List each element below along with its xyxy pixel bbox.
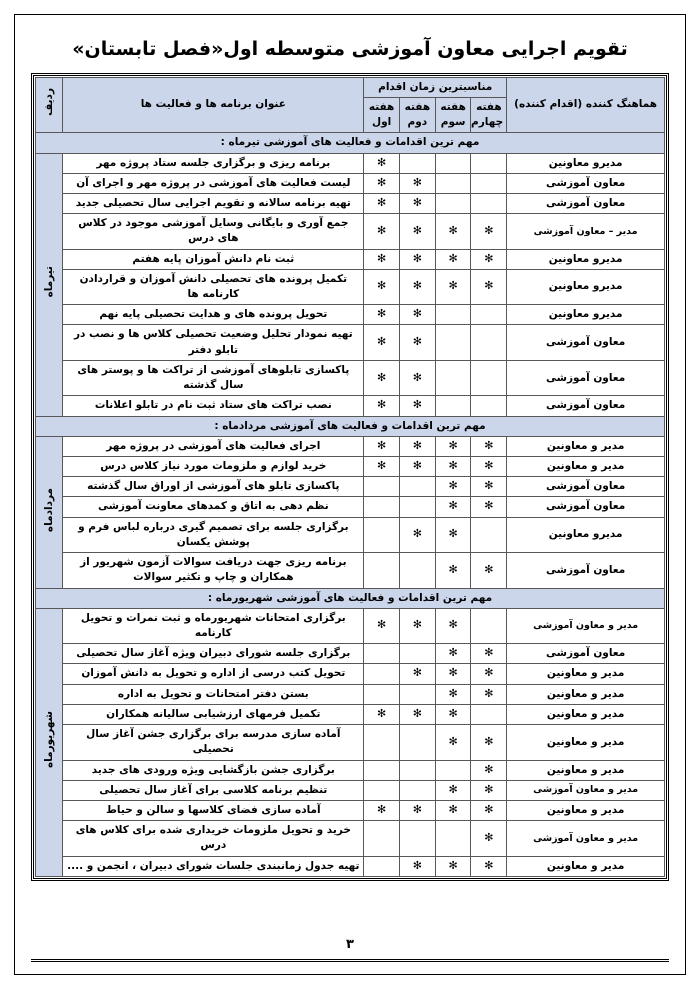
mark-icon: ✻ [412, 438, 422, 452]
cell-activity: تهیه نمودار تحلیل وضعیت تحصیلی کلاس ها و نصب در تابلو دفتر [63, 325, 364, 360]
table-row [36, 760, 665, 780]
cell-week-2 [399, 644, 435, 664]
table-row [36, 704, 665, 724]
cell-week-2 [399, 856, 435, 876]
cell-week-4 [471, 644, 507, 664]
mark-icon: ✻ [376, 398, 387, 412]
cell-week-3 [435, 684, 471, 704]
cell-week-4 [471, 153, 507, 173]
table-row [36, 684, 665, 704]
cell-week-2 [399, 608, 435, 643]
page-title-close: » [72, 38, 85, 60]
cell-activity: پاکسازی تابلو های آموزشی از اوراق سال گذشته [63, 477, 364, 497]
cell-activity: برگزاری امتحانات شهریورماه و ثبت نمرات و تحویل کارنامه [63, 608, 364, 643]
cell-week-3 [435, 249, 471, 269]
cell-activity: تنظیم برنامه کلاسی برای آغاز سال تحصیلی [63, 780, 364, 800]
cell-week-2 [399, 725, 435, 760]
cell-week-2 [399, 249, 435, 269]
cell-activity: برنامه ریزی و برگزاری جلسه ستاد پروژه مهر [63, 153, 364, 173]
table-row [36, 173, 665, 193]
cell-coordinator: مدیر و معاونین [507, 760, 665, 780]
mark-icon: ✻ [412, 527, 422, 541]
mark-icon: ✻ [484, 223, 494, 237]
cell-coordinator: مدیرو معاونین [507, 153, 665, 173]
cell-week-3 [435, 305, 471, 325]
cell-coordinator: مدیر و معاونین [507, 457, 665, 477]
cell-week-2 [399, 214, 435, 249]
cell-week-4 [471, 477, 507, 497]
cell-week-4 [471, 436, 507, 456]
mark-icon: ✻ [448, 782, 458, 796]
cell-week-3 [435, 704, 471, 724]
cell-week-2 [399, 664, 435, 684]
cell-month-label [36, 153, 63, 416]
mark-icon: ✻ [484, 686, 494, 700]
footer-divider [31, 959, 669, 962]
mark-icon: ✻ [484, 479, 494, 493]
mark-icon: ✻ [376, 618, 387, 632]
cell-week-1 [364, 497, 400, 517]
mark-icon: ✻ [412, 251, 422, 265]
table-row [36, 214, 665, 249]
cell-week-2 [399, 325, 435, 360]
cell-activity: بستن دفتر امتحانات و تحویل به اداره [63, 684, 364, 704]
cell-week-1 [364, 760, 400, 780]
mark-icon: ✻ [376, 251, 387, 265]
cell-week-4 [471, 249, 507, 269]
cell-week-2 [399, 821, 435, 856]
mark-icon: ✻ [484, 734, 494, 748]
cell-activity: آماده سازی فضای کلاسها و سالن و حیاط [63, 800, 364, 820]
cell-activity: تحویل کتب درسی از اداره و تحویل به دانش آموزان [63, 664, 364, 684]
cell-week-1 [364, 396, 400, 416]
cell-week-1 [364, 856, 400, 876]
cell-coordinator: معاون آموزشی [507, 325, 665, 360]
th-best-time: مناسبترین زمان اقدام [364, 77, 507, 97]
mark-icon: ✻ [484, 459, 494, 473]
cell-activity: تکمیل فرمهای ارزشیابی سالیانه همکاران [63, 704, 364, 724]
mark-icon: ✻ [448, 802, 458, 816]
calendar-table-frame [31, 73, 669, 881]
cell-coordinator: معاون آموزشی [507, 497, 665, 517]
cell-week-4 [471, 760, 507, 780]
mark-icon: ✻ [448, 858, 458, 872]
cell-week-1 [364, 360, 400, 395]
cell-week-1 [364, 193, 400, 213]
mark-icon: ✻ [448, 438, 458, 452]
cell-coordinator: مدیر و معاونین [507, 436, 665, 456]
month-label-text: شهریورماه [42, 711, 55, 769]
cell-week-4 [471, 856, 507, 876]
table-row [36, 457, 665, 477]
mark-icon: ✻ [412, 618, 422, 632]
cell-week-3 [435, 856, 471, 876]
cell-week-2 [399, 193, 435, 213]
cell-week-4 [471, 800, 507, 820]
mark-icon: ✻ [412, 335, 422, 349]
table-row [36, 360, 665, 395]
cell-week-3 [435, 436, 471, 456]
cell-week-2 [399, 780, 435, 800]
th-week-2: هفته دوم [399, 97, 435, 132]
cell-activity: لیست فعالیت های آموزشی در پروژه مهر و اجرای آن [63, 173, 364, 193]
mark-icon: ✻ [412, 398, 422, 412]
cell-activity: تحویل پرونده های و هدایت تحصیلی پایه نهم [63, 305, 364, 325]
cell-coordinator: مدیر و معاونین [507, 704, 665, 724]
cell-week-2 [399, 704, 435, 724]
table-head [36, 77, 665, 133]
mark-icon: ✻ [412, 706, 422, 720]
cell-week-1 [364, 725, 400, 760]
cell-week-1 [364, 214, 400, 249]
cell-coordinator: معاون آموزشی [507, 644, 665, 664]
mark-icon: ✻ [412, 459, 422, 473]
cell-week-4 [471, 173, 507, 193]
cell-activity: آماده سازی مدرسه برای برگزاری جشن آغاز سال تحصیلی [63, 725, 364, 760]
mark-icon: ✻ [376, 438, 387, 452]
mark-icon: ✻ [412, 279, 422, 293]
cell-week-4 [471, 360, 507, 395]
cell-week-4 [471, 664, 507, 684]
table-row [36, 608, 665, 643]
cell-week-4 [471, 214, 507, 249]
section-band-label: مهم ترین اقدامات و فعالیت های آموزشی مردادماه : [36, 416, 665, 436]
mark-icon: ✻ [448, 618, 458, 632]
cell-week-1 [364, 821, 400, 856]
mark-icon: ✻ [484, 438, 494, 452]
cell-week-3 [435, 725, 471, 760]
cell-week-2 [399, 305, 435, 325]
page-number: ۳ [346, 937, 354, 952]
mark-icon: ✻ [412, 175, 422, 189]
cell-activity: برگزاری جلسه شورای دبیران ویژه آغاز سال تحصیلی [63, 644, 364, 664]
th-week-4: هفته چهارم [471, 97, 507, 132]
page-title-season: فصل تابستان [84, 38, 212, 60]
mark-icon: ✻ [448, 686, 458, 700]
table-row [36, 153, 665, 173]
cell-week-4 [471, 684, 507, 704]
cell-week-4 [471, 457, 507, 477]
cell-week-3 [435, 396, 471, 416]
cell-week-3 [435, 553, 471, 588]
mark-icon: ✻ [412, 307, 422, 321]
cell-activity: برگزاری جشن بازگشایی ویژه ورودی های جدید [63, 760, 364, 780]
cell-week-3 [435, 325, 471, 360]
mark-icon: ✻ [484, 858, 494, 872]
cell-week-4 [471, 497, 507, 517]
mark-icon: ✻ [448, 527, 458, 541]
cell-week-4 [471, 780, 507, 800]
cell-week-1 [364, 457, 400, 477]
cell-week-3 [435, 173, 471, 193]
cell-coordinator: مدیرو معاونین [507, 249, 665, 269]
cell-month-label [36, 436, 63, 588]
mark-icon: ✻ [448, 479, 458, 493]
mark-icon: ✻ [376, 802, 387, 816]
cell-coordinator: معاون آموزشی [507, 360, 665, 395]
cell-week-2 [399, 360, 435, 395]
cell-week-1 [364, 517, 400, 552]
table-row [36, 800, 665, 820]
cell-week-2 [399, 800, 435, 820]
cell-week-3 [435, 664, 471, 684]
cell-activity: برگزاری جلسه برای تصمیم گیری درباره لباس فرم و پوشش یکسان [63, 517, 364, 552]
table-row [36, 396, 665, 416]
cell-activity: پاکسازی تابلوهای آموزشی از تراکت ها و پوستر های سال گذشته [63, 360, 364, 395]
mark-icon: ✻ [448, 646, 458, 660]
section-band-row [36, 588, 665, 608]
cell-week-3 [435, 214, 471, 249]
cell-week-3 [435, 457, 471, 477]
cell-coordinator: مدیر و معاونین [507, 725, 665, 760]
mark-icon: ✻ [484, 646, 494, 660]
cell-activity: اجرای فعالیت های آموزشی در پروژه مهر [63, 436, 364, 456]
month-label-text: مردادماه [42, 487, 55, 532]
mark-icon: ✻ [484, 499, 494, 513]
cell-coordinator: مدیرو معاونین [507, 517, 665, 552]
cell-week-3 [435, 760, 471, 780]
cell-week-4 [471, 517, 507, 552]
cell-coordinator: مدیرو معاونین [507, 305, 665, 325]
cell-week-1 [364, 153, 400, 173]
cell-coordinator: مدیر – معاون آموزشی [507, 214, 665, 249]
table-row [36, 325, 665, 360]
mark-icon: ✻ [448, 499, 458, 513]
table-head-row-1 [36, 77, 665, 97]
cell-week-3 [435, 193, 471, 213]
cell-week-2 [399, 396, 435, 416]
cell-week-1 [364, 305, 400, 325]
mark-icon: ✻ [484, 762, 494, 776]
cell-week-3 [435, 153, 471, 173]
cell-week-4 [471, 193, 507, 213]
page-title-main: تقویم اجرایی معاون آموزشی متوسطه اول« [211, 38, 628, 60]
cell-coordinator: مدیر و معاونین [507, 684, 665, 704]
cell-week-1 [364, 325, 400, 360]
cell-activity: تکمیل پرونده های تحصیلی دانش آموزان و قراردادن کارنامه ها [63, 269, 364, 304]
cell-activity: نصب تراکت های ستاد ثبت نام در تابلو اعلانات [63, 396, 364, 416]
cell-week-1 [364, 553, 400, 588]
cell-week-4 [471, 269, 507, 304]
cell-coordinator: معاون آموزشی [507, 193, 665, 213]
cell-week-2 [399, 684, 435, 704]
section-band-label: مهم ترین اقدامات و فعالیت های آموزشی تیرماه : [36, 133, 665, 153]
cell-coordinator: مدیر و معاونین [507, 856, 665, 876]
mark-icon: ✻ [484, 251, 494, 265]
mark-icon: ✻ [484, 279, 494, 293]
mark-icon: ✻ [376, 335, 387, 349]
cell-week-3 [435, 800, 471, 820]
th-week-1: هفته اول [364, 97, 400, 132]
cell-week-4 [471, 608, 507, 643]
table-row [36, 664, 665, 684]
mark-icon: ✻ [376, 175, 387, 189]
cell-week-2 [399, 477, 435, 497]
cell-week-1 [364, 173, 400, 193]
cell-week-2 [399, 517, 435, 552]
mark-icon: ✻ [412, 666, 422, 680]
table-row [36, 305, 665, 325]
cell-week-4 [471, 553, 507, 588]
cell-activity: خرید و تحویل ملزومات خریداری شده برای کلاس های درس [63, 821, 364, 856]
mark-icon: ✻ [376, 155, 387, 169]
cell-coordinator: معاون آموزشی [507, 477, 665, 497]
th-coordinator: هماهنگ کننده (اقدام کننده) [507, 77, 665, 133]
table-row [36, 821, 665, 856]
table-row [36, 477, 665, 497]
cell-week-4 [471, 396, 507, 416]
table-body [36, 133, 665, 877]
cell-week-4 [471, 325, 507, 360]
mark-icon: ✻ [376, 706, 387, 720]
mark-icon: ✻ [484, 802, 494, 816]
mark-icon: ✻ [484, 782, 494, 796]
cell-activity: تهیه برنامه سالانه و تقویم اجرایی سال تحصیلی جدید [63, 193, 364, 213]
mark-icon: ✻ [448, 459, 458, 473]
cell-week-3 [435, 477, 471, 497]
cell-week-2 [399, 173, 435, 193]
cell-week-4 [471, 305, 507, 325]
table-row [36, 269, 665, 304]
th-row-no [36, 77, 63, 133]
month-label-text: تیرماه [42, 266, 55, 298]
cell-week-3 [435, 497, 471, 517]
cell-week-1 [364, 477, 400, 497]
cell-coordinator: معاون آموزشی [507, 553, 665, 588]
cell-coordinator: معاون آموزشی [507, 396, 665, 416]
cell-activity: نظم دهی به اتاق و کمدهای معاونت آموزشی [63, 497, 364, 517]
cell-activity: برنامه ریزی جهت دریافت سوالات آزمون شهریور از همکاران و چاپ و تکثیر سوالات [63, 553, 364, 588]
mark-icon: ✻ [412, 802, 422, 816]
mark-icon: ✻ [448, 734, 458, 748]
mark-icon: ✻ [448, 562, 458, 576]
cell-week-4 [471, 821, 507, 856]
th-activity: عنوان برنامه ها و فعالیت ها [63, 77, 364, 133]
table-row [36, 436, 665, 456]
cell-week-2 [399, 436, 435, 456]
mark-icon: ✻ [448, 279, 458, 293]
th-week-3: هفته سوم [435, 97, 471, 132]
table-row [36, 780, 665, 800]
cell-week-2 [399, 553, 435, 588]
cell-week-4 [471, 725, 507, 760]
cell-activity: تهیه جدول زمانبندی جلسات شورای دبیران ، انجمن و .... [63, 856, 364, 876]
cell-week-3 [435, 644, 471, 664]
calendar-table [35, 77, 665, 877]
mark-icon: ✻ [484, 666, 494, 680]
cell-week-1 [364, 644, 400, 664]
cell-week-1 [364, 608, 400, 643]
cell-coordinator: مدیر و معاون آموزشی [507, 780, 665, 800]
cell-week-1 [364, 684, 400, 704]
page-title [33, 37, 667, 63]
cell-activity: جمع آوری و بایگانی وسایل آموزشی موجود در کلاس های درس [63, 214, 364, 249]
cell-week-1 [364, 704, 400, 724]
table-row [36, 193, 665, 213]
mark-icon: ✻ [376, 223, 387, 237]
section-band-row [36, 133, 665, 153]
mark-icon: ✻ [412, 223, 422, 237]
cell-week-3 [435, 360, 471, 395]
mark-icon: ✻ [448, 706, 458, 720]
cell-week-1 [364, 249, 400, 269]
th-row-no-label: ردیف [42, 88, 55, 117]
section-band-label: مهم ترین اقدامات و فعالیت های آموزشی شهریورماه : [36, 588, 665, 608]
table-row [36, 553, 665, 588]
cell-week-2 [399, 153, 435, 173]
mark-icon: ✻ [448, 251, 458, 265]
table-row [36, 497, 665, 517]
table-row [36, 725, 665, 760]
section-band-row [36, 416, 665, 436]
mark-icon: ✻ [376, 307, 387, 321]
cell-coordinator: معاون آموزشی [507, 173, 665, 193]
cell-week-2 [399, 497, 435, 517]
cell-week-2 [399, 760, 435, 780]
cell-week-1 [364, 664, 400, 684]
cell-coordinator: مدیرو معاونین [507, 269, 665, 304]
mark-icon: ✻ [412, 195, 422, 209]
cell-week-3 [435, 517, 471, 552]
mark-icon: ✻ [484, 562, 494, 576]
cell-activity: خرید لوازم و ملزومات مورد نیاز کلاس درس [63, 457, 364, 477]
table-row [36, 517, 665, 552]
mark-icon: ✻ [376, 279, 387, 293]
cell-coordinator: مدیر و معاون آموزشی [507, 821, 665, 856]
cell-week-2 [399, 269, 435, 304]
cell-week-3 [435, 780, 471, 800]
cell-week-4 [471, 704, 507, 724]
cell-week-1 [364, 800, 400, 820]
table-row [36, 644, 665, 664]
document-page [14, 14, 686, 975]
mark-icon: ✻ [376, 370, 387, 384]
mark-icon: ✻ [376, 459, 387, 473]
cell-week-3 [435, 821, 471, 856]
cell-coordinator: مدیر و معاونین [507, 664, 665, 684]
mark-icon: ✻ [484, 830, 494, 844]
cell-week-1 [364, 780, 400, 800]
cell-week-2 [399, 457, 435, 477]
cell-week-3 [435, 608, 471, 643]
mark-icon: ✻ [412, 858, 422, 872]
cell-coordinator: مدیر و معاون آموزشی [507, 608, 665, 643]
cell-week-1 [364, 436, 400, 456]
cell-month-label [36, 608, 63, 876]
table-row [36, 856, 665, 876]
mark-icon: ✻ [412, 370, 422, 384]
mark-icon: ✻ [448, 223, 458, 237]
cell-week-3 [435, 269, 471, 304]
cell-week-1 [364, 269, 400, 304]
cell-coordinator: مدیر و معاونین [507, 800, 665, 820]
table-row [36, 249, 665, 269]
mark-icon: ✻ [448, 666, 458, 680]
cell-activity: ثبت نام دانش آموزان پایه هفتم [63, 249, 364, 269]
mark-icon: ✻ [376, 195, 387, 209]
